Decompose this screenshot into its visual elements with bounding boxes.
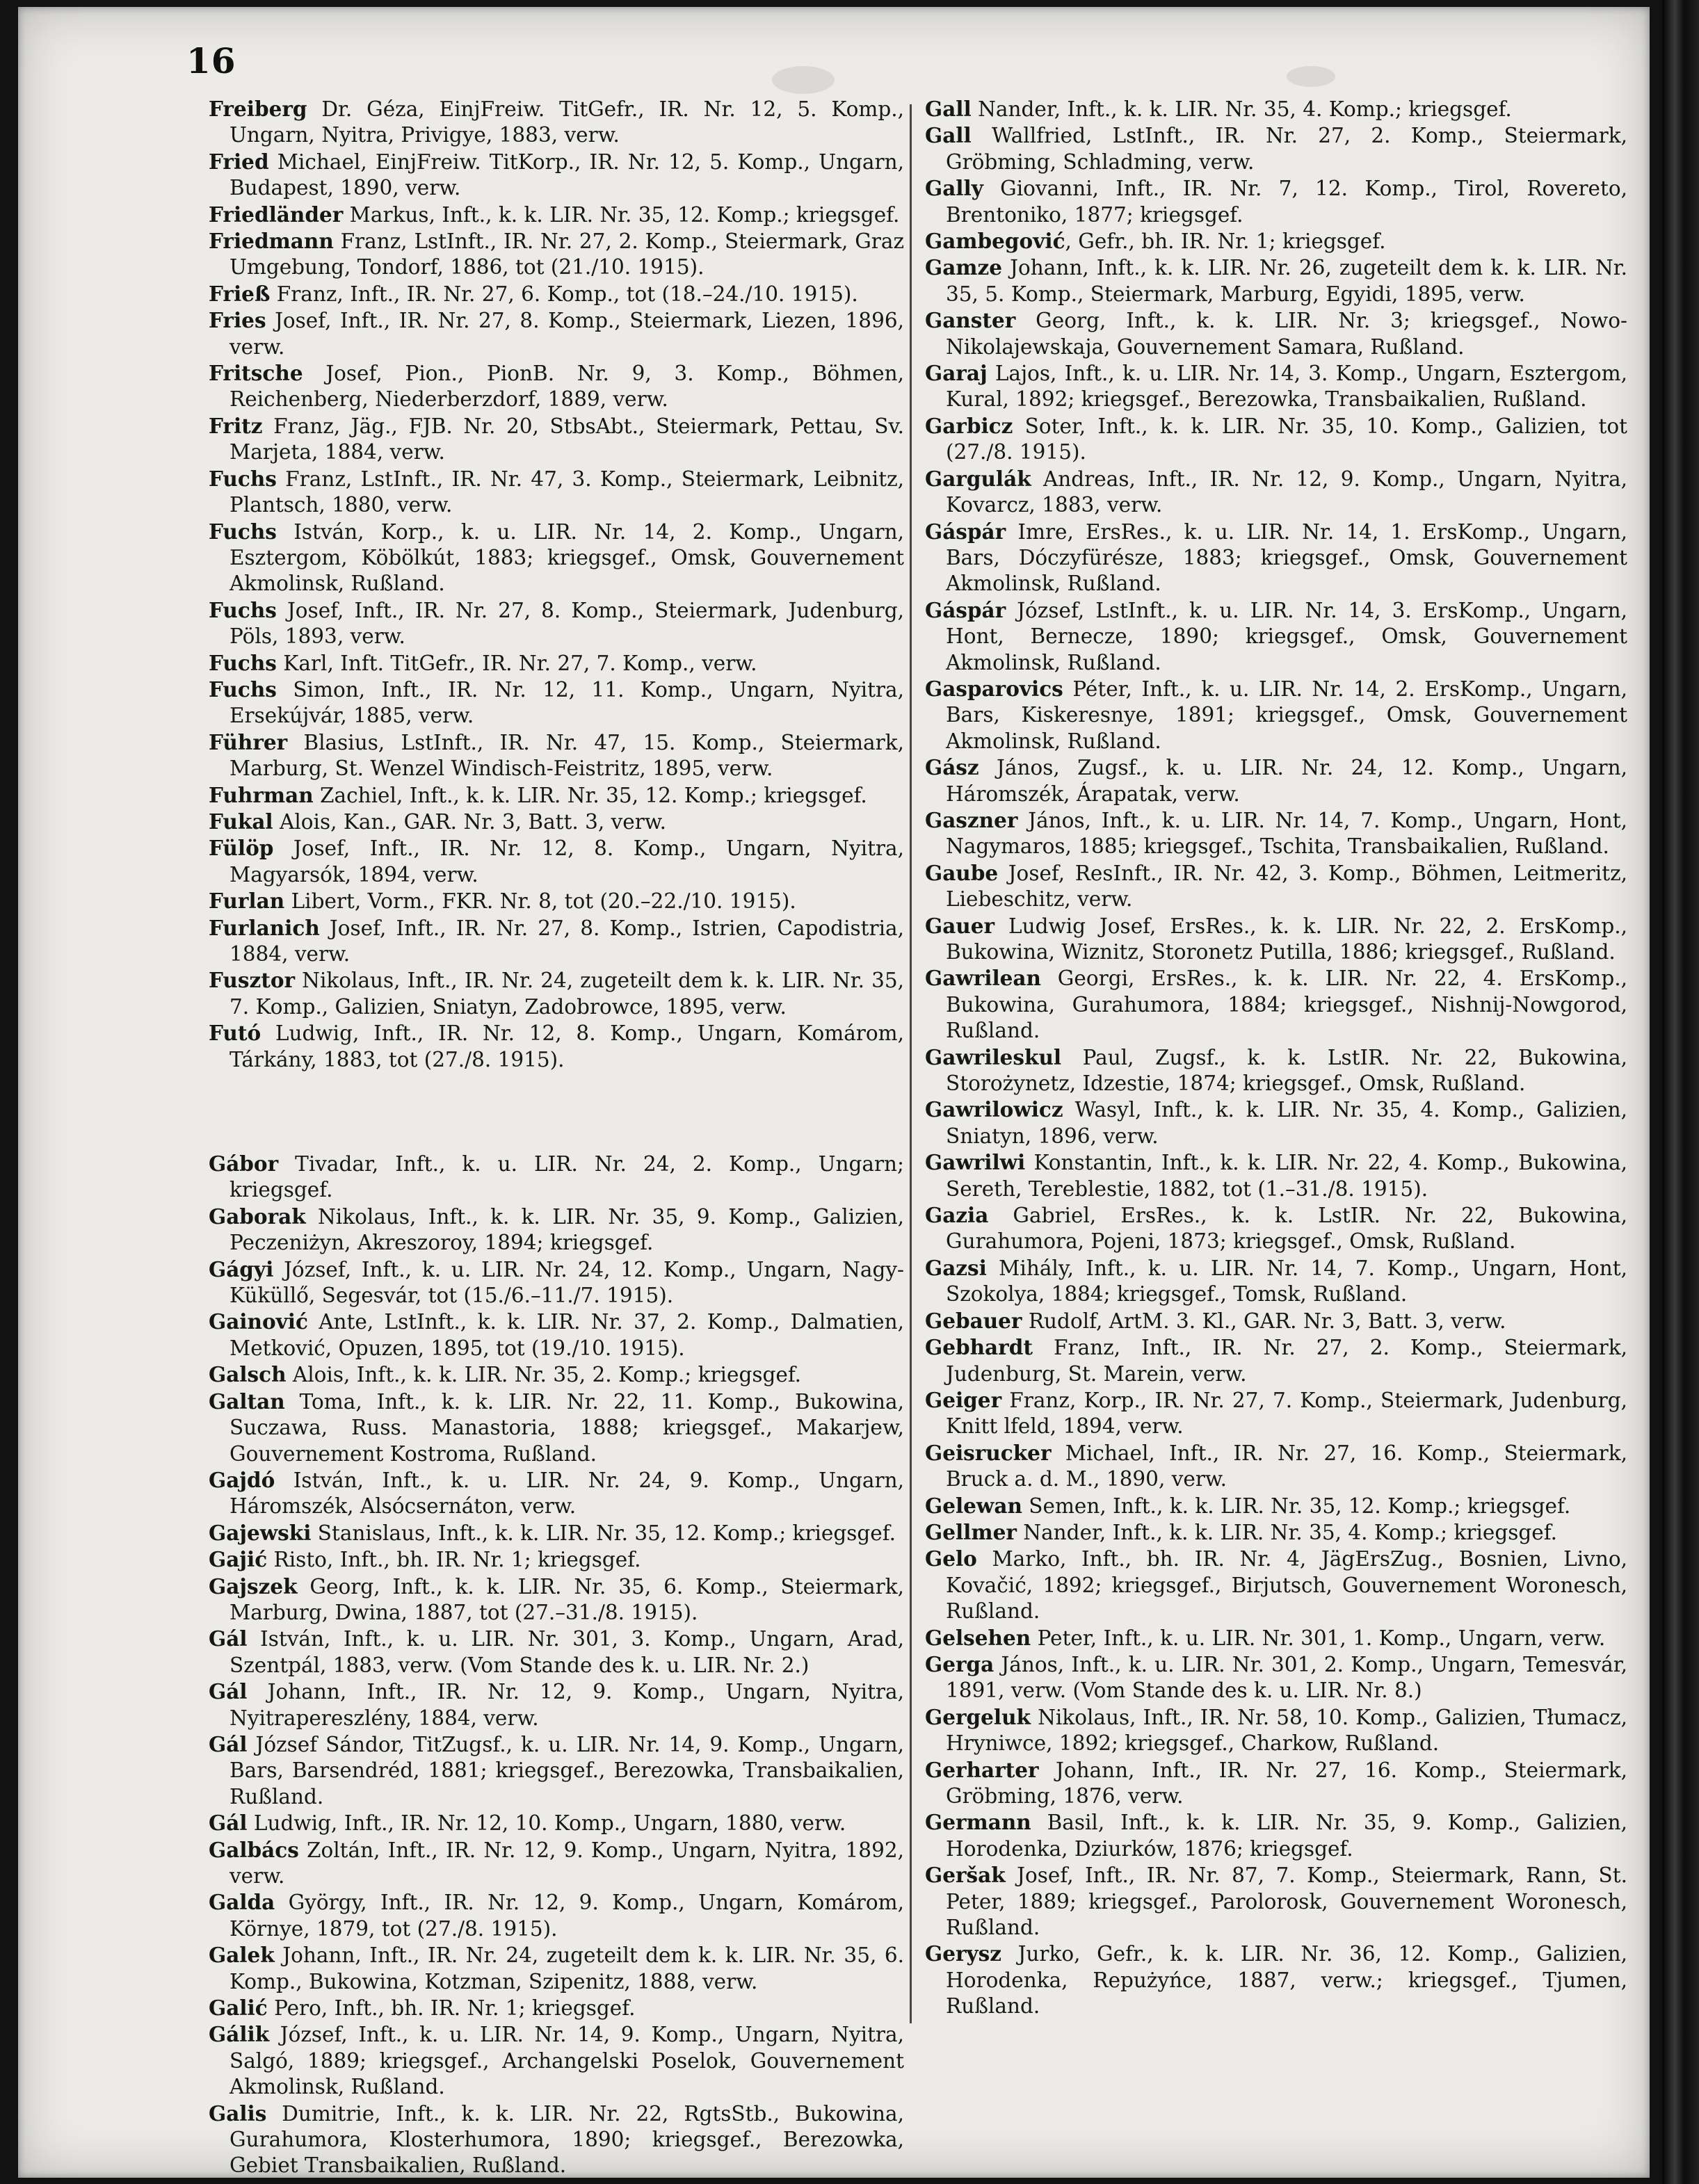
entry-surname: Gábor [209,1151,279,1176]
entry-surname: Fuhrman [209,782,314,807]
list-item [925,1941,1627,2019]
list-item [925,1862,1627,1941]
entry-list-g [209,1151,904,2179]
entry-surname: Fuchs [209,650,277,675]
list-item [925,1334,1627,1387]
entry-details: Jurko, Gefr., k. k. LIR. Nr. 36, 12. Komp., Galizien, Horodenka, Repużyńce, 1887, verw.; kriegsgef., Tjumen, Rußland. [946,1942,1627,2019]
entry-surname: Gál [209,1811,248,1836]
list-item [925,466,1627,519]
list-item [925,1546,1627,1624]
entry-surname: Fülöp [209,836,274,861]
entry-surname: Gelsehen [925,1625,1031,1650]
entry-details: Marko, Inft., bh. IR. Nr. 4, JägErsZug., Bosnien, Livno, Kovačić, 1892; kriegsgef., Birjutsch, Gouvernement Woronesch, Rußland. [946,1547,1627,1624]
list-item [209,281,904,307]
entry-surname: Gaszner [925,807,1018,832]
list-item [925,96,1627,122]
entry-list-right [925,96,1627,2020]
entry-details: Nikolaus, Inft., IR. Nr. 24, zugeteilt dem k. k. LIR. Nr. 35, 7. Komp., Galizien, Sniatyn, Zadobrowce, 1895, verw. [230,969,904,1019]
list-item [209,96,904,149]
entry-surname: Gainović [209,1309,308,1334]
entry-surname: Gelewan [925,1493,1022,1518]
entry-surname: Gerharter [925,1757,1039,1782]
entry-details: , Gefr., bh. IR. Nr. 1; kriegsgef. [1065,229,1386,254]
right-column [925,96,1627,2020]
entry-details: Georg, Inft., k. k. LIR. Nr. 35, 6. Komp., Steiermark, Marburg, Dwina, 1887, tot (27.–31./8. 1915). [230,1574,904,1624]
entry-surname: Fuchs [209,597,277,622]
entry-surname: Gambegović [925,229,1065,254]
list-item [209,2101,904,2179]
entry-details: Dr. Géza, EinjFreiw. TitGefr., IR. Nr. 12, 5. Komp., Ungarn, Nyitra, Privigye, 1883, verw. [230,97,904,147]
list-item [209,149,904,202]
list-item [925,1704,1627,1757]
list-item [209,1361,904,1388]
entry-surname: Fritz [209,413,263,438]
list-item [209,1256,904,1309]
entry-surname: Fritsche [209,361,303,386]
list-item [209,1679,904,1731]
list-item [925,1255,1627,1308]
entry-surname: Fukal [209,809,273,834]
entry-details: Alois, Inft., k. k. LIR. Nr. 35, 2. Komp.; kriegsgef. [286,1363,802,1387]
list-item [209,1520,904,1546]
entry-details: Libert, Vorm., FKR. Nr. 8, tot (20.–22./10. 1915). [284,889,796,914]
list-item [925,1202,1627,1255]
list-item [925,1757,1627,1810]
list-item [925,597,1627,676]
entry-details: Nander, Inft., k. k. LIR. Nr. 35, 4. Komp.; kriegsgef. [1016,1520,1557,1544]
entry-surname: Friedmann [209,229,334,254]
list-item [209,1837,904,1890]
entry-details: Ludwig, Inft., IR. Nr. 12, 8. Komp., Ungarn, Komárom, Tárkány, 1883, tot (27./8. 1915). [230,1021,904,1071]
list-item [925,1308,1627,1334]
entry-details: Franz, Jäg., FJB. Nr. 20, StbsAbt., Steiermark, Pettau, Sv. Marjeta, 1884, verw. [230,414,904,464]
entry-surname: Gasparovics [925,676,1063,701]
paper-stain [1287,66,1335,87]
entry-details: Franz, LstInft., IR. Nr. 47, 3. Komp., Steiermark, Leibnitz, Plantsch, 1880, verw. [230,467,904,517]
entry-details: Nander, Inft., k. k. LIR. Nr. 35, 4. Komp.; kriegsgef. [971,97,1512,121]
entry-surname: Gajdó [209,1467,275,1492]
entry-details: Péter, Inft., k. u. LIR. Nr. 14, 2. ErsKomp., Ungarn, Bars, Kiskeresnye, 1891; kriegsgef., Omsk, Gouvernement Akmolinsk, Rußland. [946,677,1627,753]
list-item [209,650,904,677]
entry-details: Risto, Inft., bh. IR. Nr. 1; kriegsgef. [267,1548,641,1572]
entry-surname: Gáspár [925,519,1006,544]
entry-surname: Galbács [209,1837,299,1862]
entry-surname: Germann [925,1810,1031,1835]
entry-surname: Gajewski [209,1520,312,1545]
entry-details: Johann, Inft., IR. Nr. 12, 9. Komp., Ungarn, Nyitra, Nyitrapereszlény, 1884, verw. [230,1680,904,1730]
entry-details: József, Inft., k. u. LIR. Nr. 14, 9. Komp., Ungarn, Nyitra, Salgó, 1889; kriegsgef., Archangelski Poselok, Gouvernement Akmolinsk, Rußland. [230,2023,904,2099]
entry-surname: Gellmer [925,1519,1017,1544]
list-item [209,1995,904,2021]
entry-surname: Gelo [925,1546,977,1571]
list-item [209,1309,904,1361]
list-item [209,1020,904,1073]
list-item [209,1389,904,1467]
entry-surname: Galtan [209,1389,285,1414]
entry-details: József, Inft., k. u. LIR. Nr. 24, 12. Komp., Ungarn, Nagy-Küküllő, Segesvár, tot (15./6.–11./7. 1915). [230,1257,904,1308]
entry-details: Karl, Inft. TitGefr., IR. Nr. 27, 7. Komp., verw. [276,651,757,675]
list-item [209,519,904,597]
list-item [209,413,904,466]
entry-details: Josef, Inft., IR. Nr. 27, 8. Komp., Istrien, Capodistria, 1884, verw. [230,916,904,966]
entry-details: Michael, EinjFreiw. TitKorp., IR. Nr. 12, 5. Komp., Ungarn, Budapest, 1890, verw. [230,149,904,200]
entry-surname: Fuchs [209,466,277,491]
entry-details: Franz, LstInft., IR. Nr. 27, 2. Komp., Steiermark, Graz Umgebung, Tondorf, 1886, tot (21./10. 1915). [230,229,904,280]
entry-surname: Fries [209,308,266,333]
entry-surname: Futó [209,1021,261,1046]
entry-surname: Gall [925,97,972,121]
entry-surname: Garaj [925,361,988,386]
entry-surname: Gerga [925,1651,995,1676]
entry-surname: Gálik [209,2022,270,2047]
entry-surname: Fuchs [209,677,277,702]
entry-details: Konstantin, Inft., k. k. LIR. Nr. 22, 4. Komp., Bukowina, Sereth, Tereblestie, 1882, tot (1.–31./8. 1915). [946,1151,1627,1201]
entry-details: Ante, LstInft., k. k. LIR. Nr. 37, 2. Komp., Dalmatien, Metković, Opuzen, 1895, tot (19./10. 1915). [230,1310,904,1360]
entry-details: Wasyl, Inft., k. k. LIR. Nr. 35, 4. Komp., Galizien, Sniatyn, 1896, verw. [946,1098,1627,1148]
entry-surname: Gawrileskul [925,1044,1062,1069]
entry-surname: Ganster [925,308,1016,333]
entry-surname: Frieß [209,281,271,306]
entry-details: Johann, Inft., IR. Nr. 27, 16. Komp., Steiermark, Gröbming, 1876, verw. [946,1758,1627,1808]
entry-surname: Gall [925,123,972,148]
left-column [209,96,904,2179]
entry-surname: Garbicz [925,413,1013,438]
entry-surname: Fried [209,149,269,174]
entry-details: Andreas, Inft., IR. Nr. 12, 9. Komp., Ungarn, Nyitra, Kovarcz, 1883, verw. [946,467,1627,517]
entry-surname: Galsch [209,1362,287,1387]
entry-details: Josef, Inft., IR. Nr. 27, 8. Komp., Steiermark, Liezen, 1896, verw. [230,309,904,359]
list-item [925,676,1627,754]
entry-surname: Gajszek [209,1574,298,1599]
scan-edge [1662,0,1699,2184]
entry-surname: Gawrilean [925,966,1041,991]
entry-surname: Gász [925,755,979,780]
entry-details: Nikolaus, Inft., k. k. LIR. Nr. 35, 9. Komp., Galizien, Peczeniżyn, Akreszoroy, 1894; kriegsgef. [230,1204,904,1255]
list-item [209,1810,904,1836]
entry-surname: Gamze [925,255,1003,280]
entry-surname: Fuchs [209,519,277,544]
entry-details: Ludwig Josef, ErsRes., k. k. LIR. Nr. 22, 2. ErsKomp., Bukowina, Wiznitz, Storonetz Putilla, 1886; kriegsgef., Rußland. [946,914,1627,964]
entry-details: Johann, Inft., k. k. LIR. Nr. 26, zugeteilt dem k. k. LIR. Nr. 35, 5. Komp., Steiermark, Marburg, Egyidi, 1895, verw. [946,256,1627,306]
entry-details: István, Inft., k. u. LIR. Nr. 24, 9. Komp., Ungarn, Háromszék, Alsócsernáton, verw. [230,1468,904,1519]
entry-details: Franz, Inft., IR. Nr. 27, 2. Komp., Steiermark, Judenburg, St. Marein, verw. [946,1336,1627,1386]
list-item [925,175,1627,228]
entry-details: Stanislaus, Inft., k. k. LIR. Nr. 35, 12. Komp.; kriegsgef. [311,1521,896,1545]
entry-details: Josef, Inft., IR. Nr. 27, 8. Komp., Steiermark, Judenburg, Pöls, 1893, verw. [230,598,904,649]
entry-surname: Galda [209,1890,275,1915]
entry-surname: Galić [209,1996,268,2021]
entry-details: József, LstInft., k. u. LIR. Nr. 14, 3. ErsKomp., Ungarn, Hont, Bernecze, 1890; kriegsgef., Omsk, Gouvernement Akmolinsk, Rußland. [946,598,1627,674]
entry-details: János, Inft., k. u. LIR. Nr. 14, 7. Komp., Ungarn, Hont, Nagymaros, 1885; kriegsgef., Tschita, Transbaikalien, Rußland. [946,808,1627,859]
entry-surname: Gál [209,1731,248,1756]
list-item [209,202,904,228]
entry-details: Blasius, LstInft., IR. Nr. 47, 15. Komp., Steiermark, Marburg, St. Wenzel Windisch-Feistritz, 1895, verw. [230,730,904,781]
list-item [925,1044,1627,1097]
entry-surname: Gál [209,1679,248,1704]
list-item [925,1519,1627,1546]
entry-details: Georgi, ErsRes., k. k. LIR. Nr. 22, 4. ErsKomp., Bukowina, Gurahumora, 1884; kriegsgef., Nishnij-Nowgorod, Rußland. [946,966,1627,1043]
entry-list-f [209,96,904,1073]
list-item [925,860,1627,913]
entry-details: Zachiel, Inft., k. k. LIR. Nr. 35, 12. Komp.; kriegsgef. [313,783,867,807]
entry-details: György, Inft., IR. Nr. 12, 9. Komp., Ungarn, Komárom, Környe, 1879, tot (27./8. 1915). [230,1891,904,1941]
list-item [209,835,904,888]
entry-surname: Friedländer [209,202,344,227]
entry-details: Paul, Zugsf., k. k. LstIR. Nr. 22, Bukowina, Storożynetz, Idzestie, 1874; kriegsgef., Omsk, Rußland. [946,1045,1627,1096]
entry-details: Josef, ResInft., IR. Nr. 42, 3. Komp., Böhmen, Leitmeritz, Liebeschitz, verw. [946,861,1627,912]
entry-surname: Gál [209,1626,248,1651]
entry-surname: Gajić [209,1547,268,1572]
entry-details: Rudolf, ArtM. 3. Kl., GAR. Nr. 3, Batt. 3, verw. [1022,1309,1506,1333]
entry-details: Simon, Inft., IR. Nr. 12, 11. Komp., Ungarn, Nyitra, Ersekújvár, 1885, verw. [230,677,904,728]
list-item [925,1149,1627,1202]
entry-details: Imre, ErsRes., k. u. LIR. Nr. 14, 1. ErsKomp., Ungarn, Bars, Dóczyfürésze, 1883; kriegsgef., Omsk, Gouvernement Akmolinsk, Rußland. [946,519,1627,596]
entry-surname: Gáspár [925,597,1006,622]
entry-details: Gabriel, ErsRes., k. k. LstIR. Nr. 22, Bukowina, Gurahumora, Pojeni, 1873; kriegsgef., Omsk, Rußland. [946,1204,1627,1254]
list-item [925,1809,1627,1862]
list-item [209,1626,904,1679]
entry-surname: Galek [209,1943,275,1968]
entry-details: Josef, Pion., PionB. Nr. 9, 3. Komp., Böhmen, Reichenberg, Niederberzdorf, 1889, verw. [230,362,904,412]
list-item [209,2021,904,2100]
entry-details: Franz, Korp., IR. Nr. 27, 7. Komp., Steiermark, Judenburg, Knitt lfeld, 1894, verw. [946,1388,1627,1439]
list-item [925,754,1627,807]
entry-surname: Gawrilowicz [925,1097,1063,1122]
list-item [209,360,904,413]
entry-details: Johann, Inft., IR. Nr. 24, zugeteilt dem k. k. LIR. Nr. 35, 6. Komp., Bukowina, Kotzman, Szipenitz, 1888, verw. [230,1943,904,1993]
entry-surname: Fusztor [209,968,296,993]
entry-details: Josef, Inft., IR. Nr. 87, 7. Komp., Steiermark, Rann, St. Peter, 1889; kriegsgef., Parolorosk, Gouvernement Woronesch, Rußland. [946,1863,1627,1940]
list-item [925,1440,1627,1493]
entry-surname: Geisrucker [925,1440,1052,1465]
list-item [209,729,904,782]
entry-details: Zoltán, Inft., IR. Nr. 12, 9. Komp., Ungarn, Nyitra, 1892, verw. [230,1838,904,1888]
entry-surname: Geršak [925,1863,1006,1888]
entry-surname: Gazia [925,1203,989,1228]
entry-surname: Geiger [925,1387,1002,1412]
entry-surname: Gerysz [925,1941,1002,1966]
entry-details: Markus, Inft., k. k. LIR. Nr. 35, 12. Komp.; kriegsgef. [343,202,900,227]
list-item [209,1151,904,1204]
entry-details: Dumitrie, Inft., k. k. LIR. Nr. 22, RgtsStb., Bukowina, Gurahumora, Klosterhumora, 1890; kriegsgef., Berezowka, Gebiet Transbaikalien, Rußland. [230,2101,904,2178]
list-item [209,1204,904,1256]
entry-details: István, Inft., k. u. LIR. Nr. 301, 3. Komp., Ungarn, Arad, Szentpál, 1883, verw. (Vom Stande des k. u. LIR. Nr. 2.) [230,1627,904,1677]
list-item [209,967,904,1020]
entry-surname: Galis [209,2101,267,2126]
entry-surname: Gauer [925,913,995,938]
list-item [209,1889,904,1942]
list-item [209,1574,904,1626]
list-item [925,122,1627,175]
entry-surname: Gargulák [925,466,1031,491]
list-item [209,1546,904,1573]
list-item [925,228,1627,254]
paper-stain [772,66,835,94]
column-divider [910,104,912,2023]
list-item [209,1942,904,1995]
entry-surname: Gaube [925,860,999,885]
list-item [925,913,1627,966]
entry-surname: Gazsi [925,1255,987,1280]
list-item [925,254,1627,307]
list-item [925,1651,1627,1704]
list-item [925,965,1627,1044]
entry-details: Nikolaus, Inft., IR. Nr. 58, 10. Komp., Galizien, Tłumacz, Hryniwce, 1892; kriegsgef., Charkow, Rußland. [946,1705,1627,1756]
list-item [209,1467,904,1520]
entry-details: Basil, Inft., k. k. LIR. Nr. 35, 9. Komp., Galizien, Horodenka, Dziurków, 1876; kriegsgef. [946,1811,1627,1861]
list-item [209,677,904,729]
list-item [925,1493,1627,1519]
entry-details: Toma, Inft., k. k. LIR. Nr. 22, 11. Komp., Bukowina, Suczawa, Russ. Manastoria, 1888; kriegsgef., Makarjew, Gouvernement Kostroma, Rußland. [230,1389,904,1466]
entry-details: Tivadar, Inft., k. u. LIR. Nr. 24, 2. Komp., Ungarn; kriegsgef. [230,1152,904,1202]
list-item [209,307,904,360]
entry-details: János, Zugsf., k. u. LIR. Nr. 24, 12. Komp., Ungarn, Háromszék, Árapatak, verw. [946,756,1627,806]
entry-surname: Freiberg [209,97,307,121]
entry-details: Josef, Inft., IR. Nr. 12, 8. Komp., Ungarn, Nyitra, Magyarsók, 1894, verw. [230,836,904,887]
entry-details: Mihály, Inft., k. u. LIR. Nr. 14, 7. Komp., Ungarn, Hont, Szokolya, 1884; kriegsgef., Tomsk, Rußland. [946,1256,1627,1307]
entry-details: István, Korp., k. u. LIR. Nr. 14, 2. Komp., Ungarn, Esztergom, Köbölkút, 1883; kriegsgef., Omsk, Gouvernement Akmolinsk, Rußland. [230,519,904,596]
entry-surname: Führer [209,729,288,754]
list-item [925,1097,1627,1149]
entry-details: Georg, Inft., k. k. LIR. Nr. 3; kriegsgef., Nowo-Nikolajewskaja, Gouvernement Samara, Rußland. [946,309,1627,359]
entry-surname: Gergeluk [925,1704,1031,1729]
section-gap [209,1073,904,1151]
entry-surname: Gebauer [925,1308,1022,1333]
entry-surname: Furlanich [209,915,320,940]
entry-details: József Sándor, TitZugsf., k. u. LIR. Nr. 14, 9. Komp., Ungarn, Bars, Barsendréd, 1881; kriegsgef., Berezowka, Transbaikalien, Rußland. [230,1732,904,1809]
list-item [209,809,904,835]
list-item [925,307,1627,360]
entry-details: Wallfried, LstInft., IR. Nr. 27, 2. Komp., Steiermark, Gröbming, Schladming, verw. [946,124,1627,174]
entry-details: Michael, Inft., IR. Nr. 27, 16. Komp., Steiermark, Bruck a. d. M., 1890, verw. [946,1441,1627,1491]
entry-surname: Gágyi [209,1256,274,1281]
list-item [209,888,904,914]
list-item [925,360,1627,413]
entry-surname: Gawrilwi [925,1150,1026,1175]
entry-details: Ludwig, Inft., IR. Nr. 12, 10. Komp., Ungarn, 1880, verw. [247,1811,846,1836]
list-item [209,1731,904,1810]
list-item [209,597,904,650]
list-item [925,519,1627,597]
entry-details: Giovanni, Inft., IR. Nr. 7, 12. Komp., Tirol, Rovereto, Brentoniko, 1877; kriegsgef. [946,177,1627,227]
list-item [925,1387,1627,1440]
entry-details: Semen, Inft., k. k. LIR. Nr. 35, 12. Komp.; kriegsgef. [1022,1494,1571,1518]
entry-details: Lajos, Inft., k. u. LIR. Nr. 14, 3. Komp., Ungarn, Esztergom, Kural, 1892; kriegsgef., Berezowka, Transbaikalien, Rußland. [946,362,1627,412]
entry-details: Soter, Inft., k. k. LIR. Nr. 35, 10. Komp., Galizien, tot (27./8. 1915). [946,414,1627,464]
entry-details: Alois, Kan., GAR. Nr. 3, Batt. 3, verw. [273,809,666,834]
list-item [925,413,1627,466]
list-item [209,915,904,968]
entry-surname: Gally [925,176,983,201]
entry-surname: Gaborak [209,1204,306,1229]
list-item [209,466,904,519]
entry-surname: Furlan [209,889,285,914]
list-item [925,807,1627,860]
entry-details: János, Inft., k. u. LIR. Nr. 301, 2. Komp., Ungarn, Temesvár, 1891, verw. (Vom Stande des k. u. LIR. Nr. 8.) [946,1652,1627,1703]
list-item [209,782,904,809]
entry-details: Pero, Inft., bh. IR. Nr. 1; kriegsgef. [267,1996,636,2021]
entry-details: Peter, Inft., k. u. LIR. Nr. 301, 1. Komp., Ungarn, verw. [1031,1626,1606,1650]
list-item [925,1625,1627,1651]
list-item [209,228,904,281]
entry-details: Franz, Inft., IR. Nr. 27, 6. Komp., tot (18.–24./10. 1915). [270,282,858,306]
page-number: 16 [186,40,236,81]
entry-surname: Gebhardt [925,1335,1033,1360]
